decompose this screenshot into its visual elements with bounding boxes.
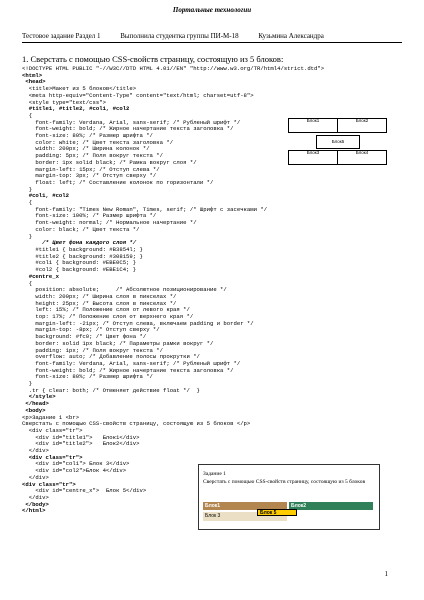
code-line: <head> xyxy=(22,78,46,86)
preview-block1: Блок1 xyxy=(203,502,287,510)
code-line: padding: 1px; /* Поля вокруг текста */ xyxy=(22,346,163,354)
code-line: font-size: 80%; /* Размер шрифта */ xyxy=(22,132,153,140)
code-line: </div> xyxy=(22,473,49,481)
preview-block2: Блок2 xyxy=(289,502,373,510)
diagram-block2: Блок2 xyxy=(337,118,387,133)
code-line: #col1, #col2 xyxy=(22,192,69,200)
code-line: color: black; /* Цвет текста */ xyxy=(22,225,140,233)
code-line: } xyxy=(22,185,33,193)
code-line: top: 17%; /* Положение слоя от верхнего края */ xyxy=(22,313,194,321)
code-line: <title>Макет из 5 блоков</title> xyxy=(22,85,137,93)
code-line: <div id="title2"> Блок2</div> xyxy=(22,440,140,448)
header-line xyxy=(22,32,342,40)
code-line: <meta http-equiv="Content-Type" content="text/html; charset=utf-8"> xyxy=(22,91,254,99)
code-line: <div class="tr"> xyxy=(22,453,83,461)
header-section: Тестовое задание Раздел 1 xyxy=(22,32,101,40)
header-title: Портальные технологии xyxy=(172,6,252,14)
code-line: font-size: 80%; /* Размер шрифта */ xyxy=(22,373,153,381)
code-line: { xyxy=(22,199,33,207)
code-line: float: left; /* Составление колонок по горизонтали */ xyxy=(22,178,214,186)
code-line: </style> xyxy=(22,393,56,401)
preview-heading2: Сверстать с помощью CSS-свойств страницу, состоящую из 5 блоков xyxy=(203,479,366,485)
code-line: width: 200px; /* Ширина слоя в пикселах */ xyxy=(22,292,177,300)
code-line: <body> xyxy=(22,406,46,414)
preview-block5: Блок 5 xyxy=(257,509,297,516)
code-line: <!DOCTYPE HTML PUBLIC "-//W3C//DTD HTML 4.01//EN" "http://www.w3.org/TR/html4/strict.dtd"> xyxy=(22,65,325,72)
code-line: font-weight: normal; /* Нормальное начертание */ xyxy=(22,219,197,227)
code-line: </div> xyxy=(22,447,49,455)
code-line: #centre_x xyxy=(22,272,59,280)
code-line: position: absolute; /* Абсолютное позиционирование */ xyxy=(22,286,227,294)
code-line: color: white; /* Цвет текста заголовка */ xyxy=(22,138,174,146)
code-line: <div id="title1"> Блок1</div> xyxy=(22,433,140,441)
code-line: border: solid 1px black; /* Параметры рамки вокруг */ xyxy=(22,339,214,347)
code-line: left: 15%; /* Положение слоя от левого края */ xyxy=(22,306,190,314)
code-line: <style type="text/css"> xyxy=(22,98,106,106)
code-line: #title1, #title2, #col1, #col2 xyxy=(22,105,130,113)
code-line: <p>Задание 1 <br> xyxy=(22,413,80,421)
code-line: font-family: Verdana, Arial, sans-serif; /* Рубленый шрифт */ xyxy=(22,359,241,367)
code-line: </html> xyxy=(22,507,46,515)
header-rule xyxy=(22,42,402,43)
code-line: font-weight: bold; /* Жирное начертание текста заголовка */ xyxy=(22,125,234,133)
code-line: <div class="tr"> xyxy=(22,480,76,488)
code-line: border: 1px solid black; /* Рамка вокруг слоя */ xyxy=(22,158,197,166)
code-line: Сверстать с помощью CSS-свойств страницу, состоящую из 5 блоков </p> xyxy=(22,420,251,428)
code-line: <html> xyxy=(22,71,43,79)
code-line: </body> xyxy=(22,500,49,508)
code-line: /* Цвет фона каждого слоя */ xyxy=(22,239,137,247)
code-line: } xyxy=(22,380,33,388)
code-line: margin-left: 15px; /* Отступ слева */ xyxy=(22,165,160,173)
page-number: 1 xyxy=(384,570,388,578)
code-line: </head> xyxy=(22,400,49,408)
code-line: </div> xyxy=(22,494,49,501)
header-student: Выполнила студентка группы ПИ-М-18 xyxy=(120,32,239,40)
code-line: overflow: auto; /* Добавление полосы прокрутки */ xyxy=(22,353,200,361)
code-line: font-weight: bold; /* Жирное начертание текста заголовка */ xyxy=(22,366,234,374)
code-line: { xyxy=(22,279,33,287)
code-line: margin-top: 3px; /* Отступ сверху */ xyxy=(22,172,157,180)
code-line: width: 200px; /* Ширина колонок */ xyxy=(22,145,150,153)
code-line: padding: 5px; /* Поля вокруг текста */ xyxy=(22,152,163,160)
code-line: margin-top: -8px; /* Отступ сверху */ xyxy=(22,326,160,334)
code-line: margin-left: -21px; /* Отступ слева, включаем padding и border */ xyxy=(22,319,254,327)
code-listing xyxy=(22,65,325,515)
diagram-block4: Блок4 xyxy=(337,150,387,165)
layout-diagram xyxy=(288,118,386,164)
code-line: height: 25px; /* Высота слоя в пикселах */ xyxy=(22,299,177,307)
code-line: .tr { clear: both; /* Отменяет действие float */ } xyxy=(22,386,200,394)
code-line: font-family: "Times New Roman", Times, serif; /* Шрифт с засечками */ xyxy=(22,205,268,213)
diagram-block5: Блок5 xyxy=(316,135,360,149)
preview-heading1: Задание 1 xyxy=(203,471,226,477)
preview-block3: Блок 3 xyxy=(203,512,287,521)
code-line: } xyxy=(22,232,33,240)
code-line: #col1 { background: #EBE0C5; } xyxy=(22,259,137,267)
diagram-block3: Блок3 xyxy=(288,150,338,165)
code-line: #title2 { background: #308159; } xyxy=(22,252,143,260)
header-name: Кузьмина Александра xyxy=(258,32,324,40)
code-line: { xyxy=(22,111,33,119)
code-line: <div id="col1"> Блок 3</div> xyxy=(22,460,130,468)
diagram-block1: Блок1 xyxy=(288,118,338,133)
code-line: #title1 { background: #B3854l; } xyxy=(22,245,143,253)
browser-preview xyxy=(198,464,380,530)
task-heading: 1. Сверстать с помощью CSS-свойств страницу, состоящую из 5 блоков: xyxy=(22,54,284,64)
code-line: <div class="tr"> xyxy=(22,426,83,434)
code-line: <div id="centre_x"> Блок 5</div> xyxy=(22,487,147,495)
code-line: font-size: 100%; /* Размер шрифта */ xyxy=(22,212,157,220)
code-line: #col2 { background: #EBE1C4; } xyxy=(22,266,137,274)
code-line: font-family: Verdana, Arial, sans-serif; /* Рубленый шрифт */ xyxy=(22,118,241,126)
code-line: background: #fc0; /* Цвет фона */ xyxy=(22,333,147,341)
code-line: <div id="col2">Блок 4</div> xyxy=(22,467,127,475)
